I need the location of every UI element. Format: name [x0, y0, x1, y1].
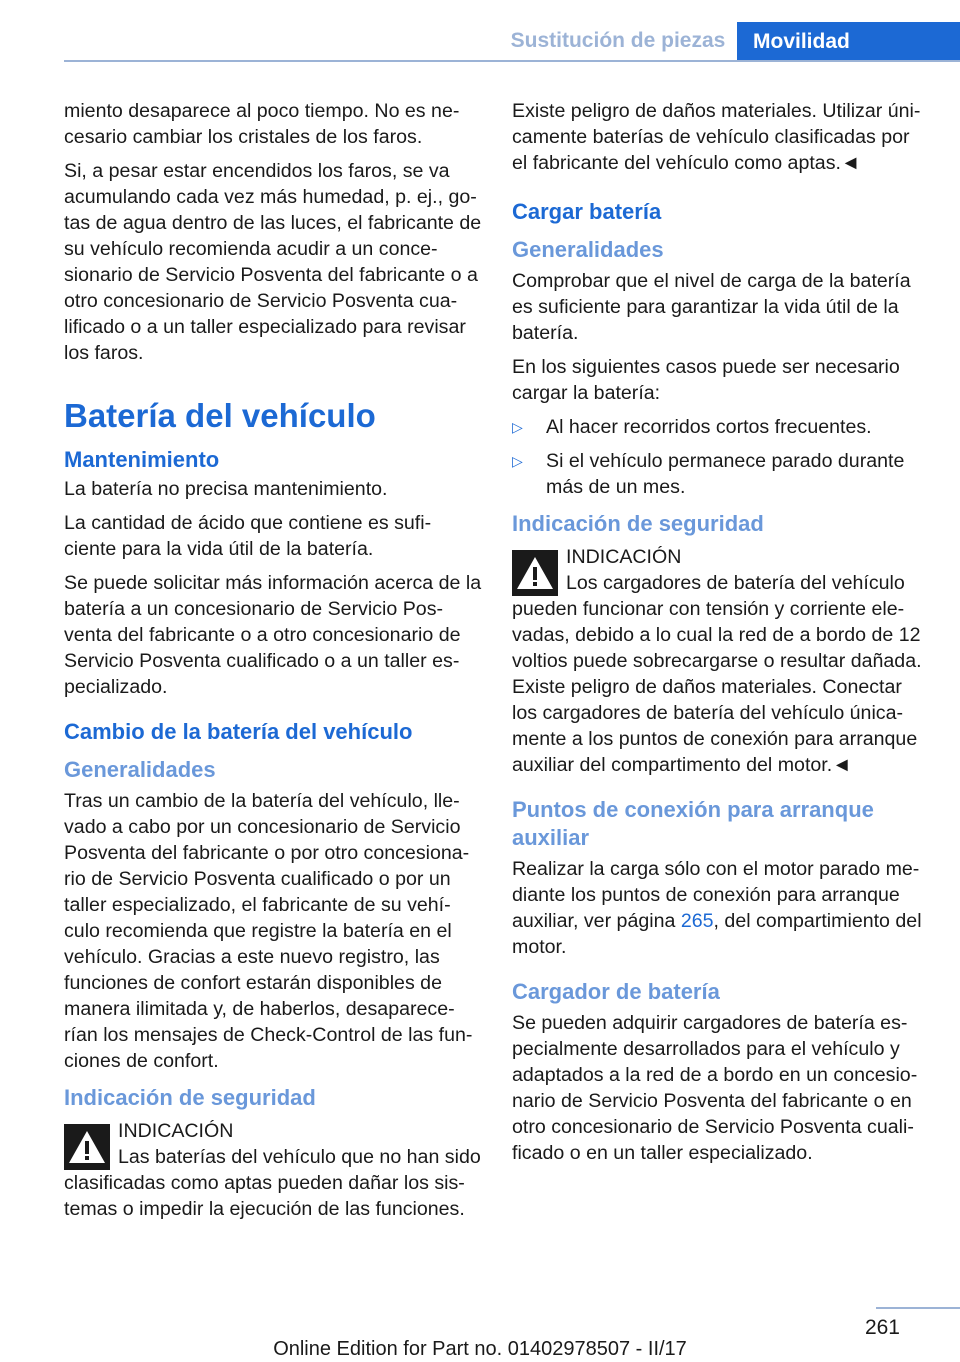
paragraph-text: Realizar la carga sólo con el motor parado me-diante los puntos de conexión para arranque auxiliar, ver página [512, 858, 920, 932]
paragraph: Tras un cambio de la batería del vehículo, lle-vado a cabo por un concesionario de Servicio Posventa del fabricante o por otro concesiona-rio de Servicio Posventa cualificado o por un taller especializado, el fabricante de su vehí-culo recomienda que registre la batería en el vehículo. Gracias a este nuevo registro, las funciones de confort estarán disponibles de manera ilimitada y, de haberlos, desaparece-rían los mensajes de Check-Control de las fun-ciones de confort. [64, 790, 473, 1072]
warning-text: Los cargadores de batería del vehículo pueden funcionar con tensión y corriente ele-vadas, debido a lo cual la red de a bordo de 12 voltios puede sobrecargarse o resultar dañada. Existe peligro de daños materiales. Conectar los cargadores de batería del vehículo única-mente a los puntos de conexión para arranque auxiliar del compartimento del motor.◄ [512, 572, 922, 776]
footer-divider [876, 1307, 960, 1309]
paragraph: miento desaparece al poco tiempo. No es ne-cesario cambiar los cristales de los faros. [64, 100, 460, 148]
warning-label: INDICACIÓN [118, 1120, 234, 1142]
list-item-text: Al hacer recorridos cortos frecuentes. [546, 416, 872, 438]
subheading-indicacion-seguridad: Indicación de seguridad [512, 511, 764, 536]
subheading-puntos-conexion: Puntos de conexión para arranque auxiliar [512, 797, 874, 850]
header-section-tab[interactable]: Sustitución de piezas [510, 29, 726, 52]
paragraph: La batería no precisa mantenimiento. [64, 478, 388, 500]
paragraph: Existe peligro de daños materiales. Utilizar úni-camente baterías de vehículo clasificadas por el fabricante del vehículo como aptas.◄ [512, 100, 921, 174]
section-heading-bateria: Batería del vehículo [64, 397, 376, 434]
paragraph: En los siguientes casos puede ser necesario cargar la batería: [512, 356, 900, 404]
subheading-cargar-bateria: Cargar batería [512, 199, 662, 224]
edition-footer: Online Edition for Part no. 01402978507 - II/17 [273, 1338, 687, 1360]
paragraph [512, 856, 928, 960]
warning-text: Las baterías del vehículo que no han sido clasificadas como aptas pueden dañar los sis-temas o impedir la ejecución de las funciones. [64, 1146, 481, 1220]
list-item [512, 448, 928, 500]
subheading-generalidades: Generalidades [512, 237, 664, 262]
warning-note [512, 542, 928, 778]
paragraph: Comprobar que el nivel de carga de la batería es suficiente para garantizar la vida útil de la batería. [512, 270, 911, 344]
paragraph: Se pueden adquirir cargadores de batería es-pecialmente desarrollados para el vehículo y adaptados a la red de a bordo en un concesio-nario de Servicio Posventa del fabricante o en otro concesionario de Servicio Posventa cuali-ficado o en un taller especializado. [512, 1012, 918, 1164]
list-item [512, 414, 928, 440]
right-column [512, 98, 928, 1174]
bullet-marker: ▷ [512, 453, 523, 469]
warning-note [64, 1116, 482, 1222]
paragraph: Si, a pesar estar encendidos los faros, se va acumulando cada vez más humedad, p. ej., go-tas de agua dentro de las luces, el fabricante de su vehículo recomienda acudir a un conce-sionario de Servicio Posventa del fabricante o a otro concesionario de Servicio Posventa cua-lificado o a un taller especializado para revisar los faros. [64, 160, 482, 364]
warning-icon [64, 1124, 110, 1170]
subheading-cambio-bateria: Cambio de la batería del vehículo [64, 719, 413, 744]
paragraph: La cantidad de ácido que contiene es sufi-ciente para la vida útil de la batería. [64, 512, 432, 560]
warning-label: INDICACIÓN [566, 546, 682, 568]
warning-icon [512, 550, 558, 596]
header-divider [64, 60, 960, 62]
page-number: 261 [864, 1316, 900, 1339]
page-reference-link[interactable]: 265 [680, 910, 714, 932]
subheading-indicacion-seguridad: Indicación de seguridad [64, 1085, 316, 1110]
paragraph-text: , del compartimiento del motor. [512, 910, 922, 958]
bullet-list [512, 414, 928, 500]
list-item-text: Si el vehículo permanece parado durante más de un mes. [546, 450, 905, 498]
subheading-mantenimiento: Mantenimiento [64, 447, 220, 472]
subheading-cargador-bateria: Cargador de batería [512, 979, 720, 1004]
subheading-generalidades: Generalidades [64, 757, 216, 782]
header-chapter-tab[interactable]: Movilidad [737, 22, 960, 62]
bullet-marker: ▷ [512, 419, 523, 435]
left-column [64, 98, 482, 1222]
page-header [0, 0, 960, 62]
paragraph: Se puede solicitar más información acerca de la batería a un concesionario de Servicio Pos-venta del fabricante o a otro concesionario de Servicio Posventa cualificado o a un taller es-pecializado. [64, 572, 482, 698]
